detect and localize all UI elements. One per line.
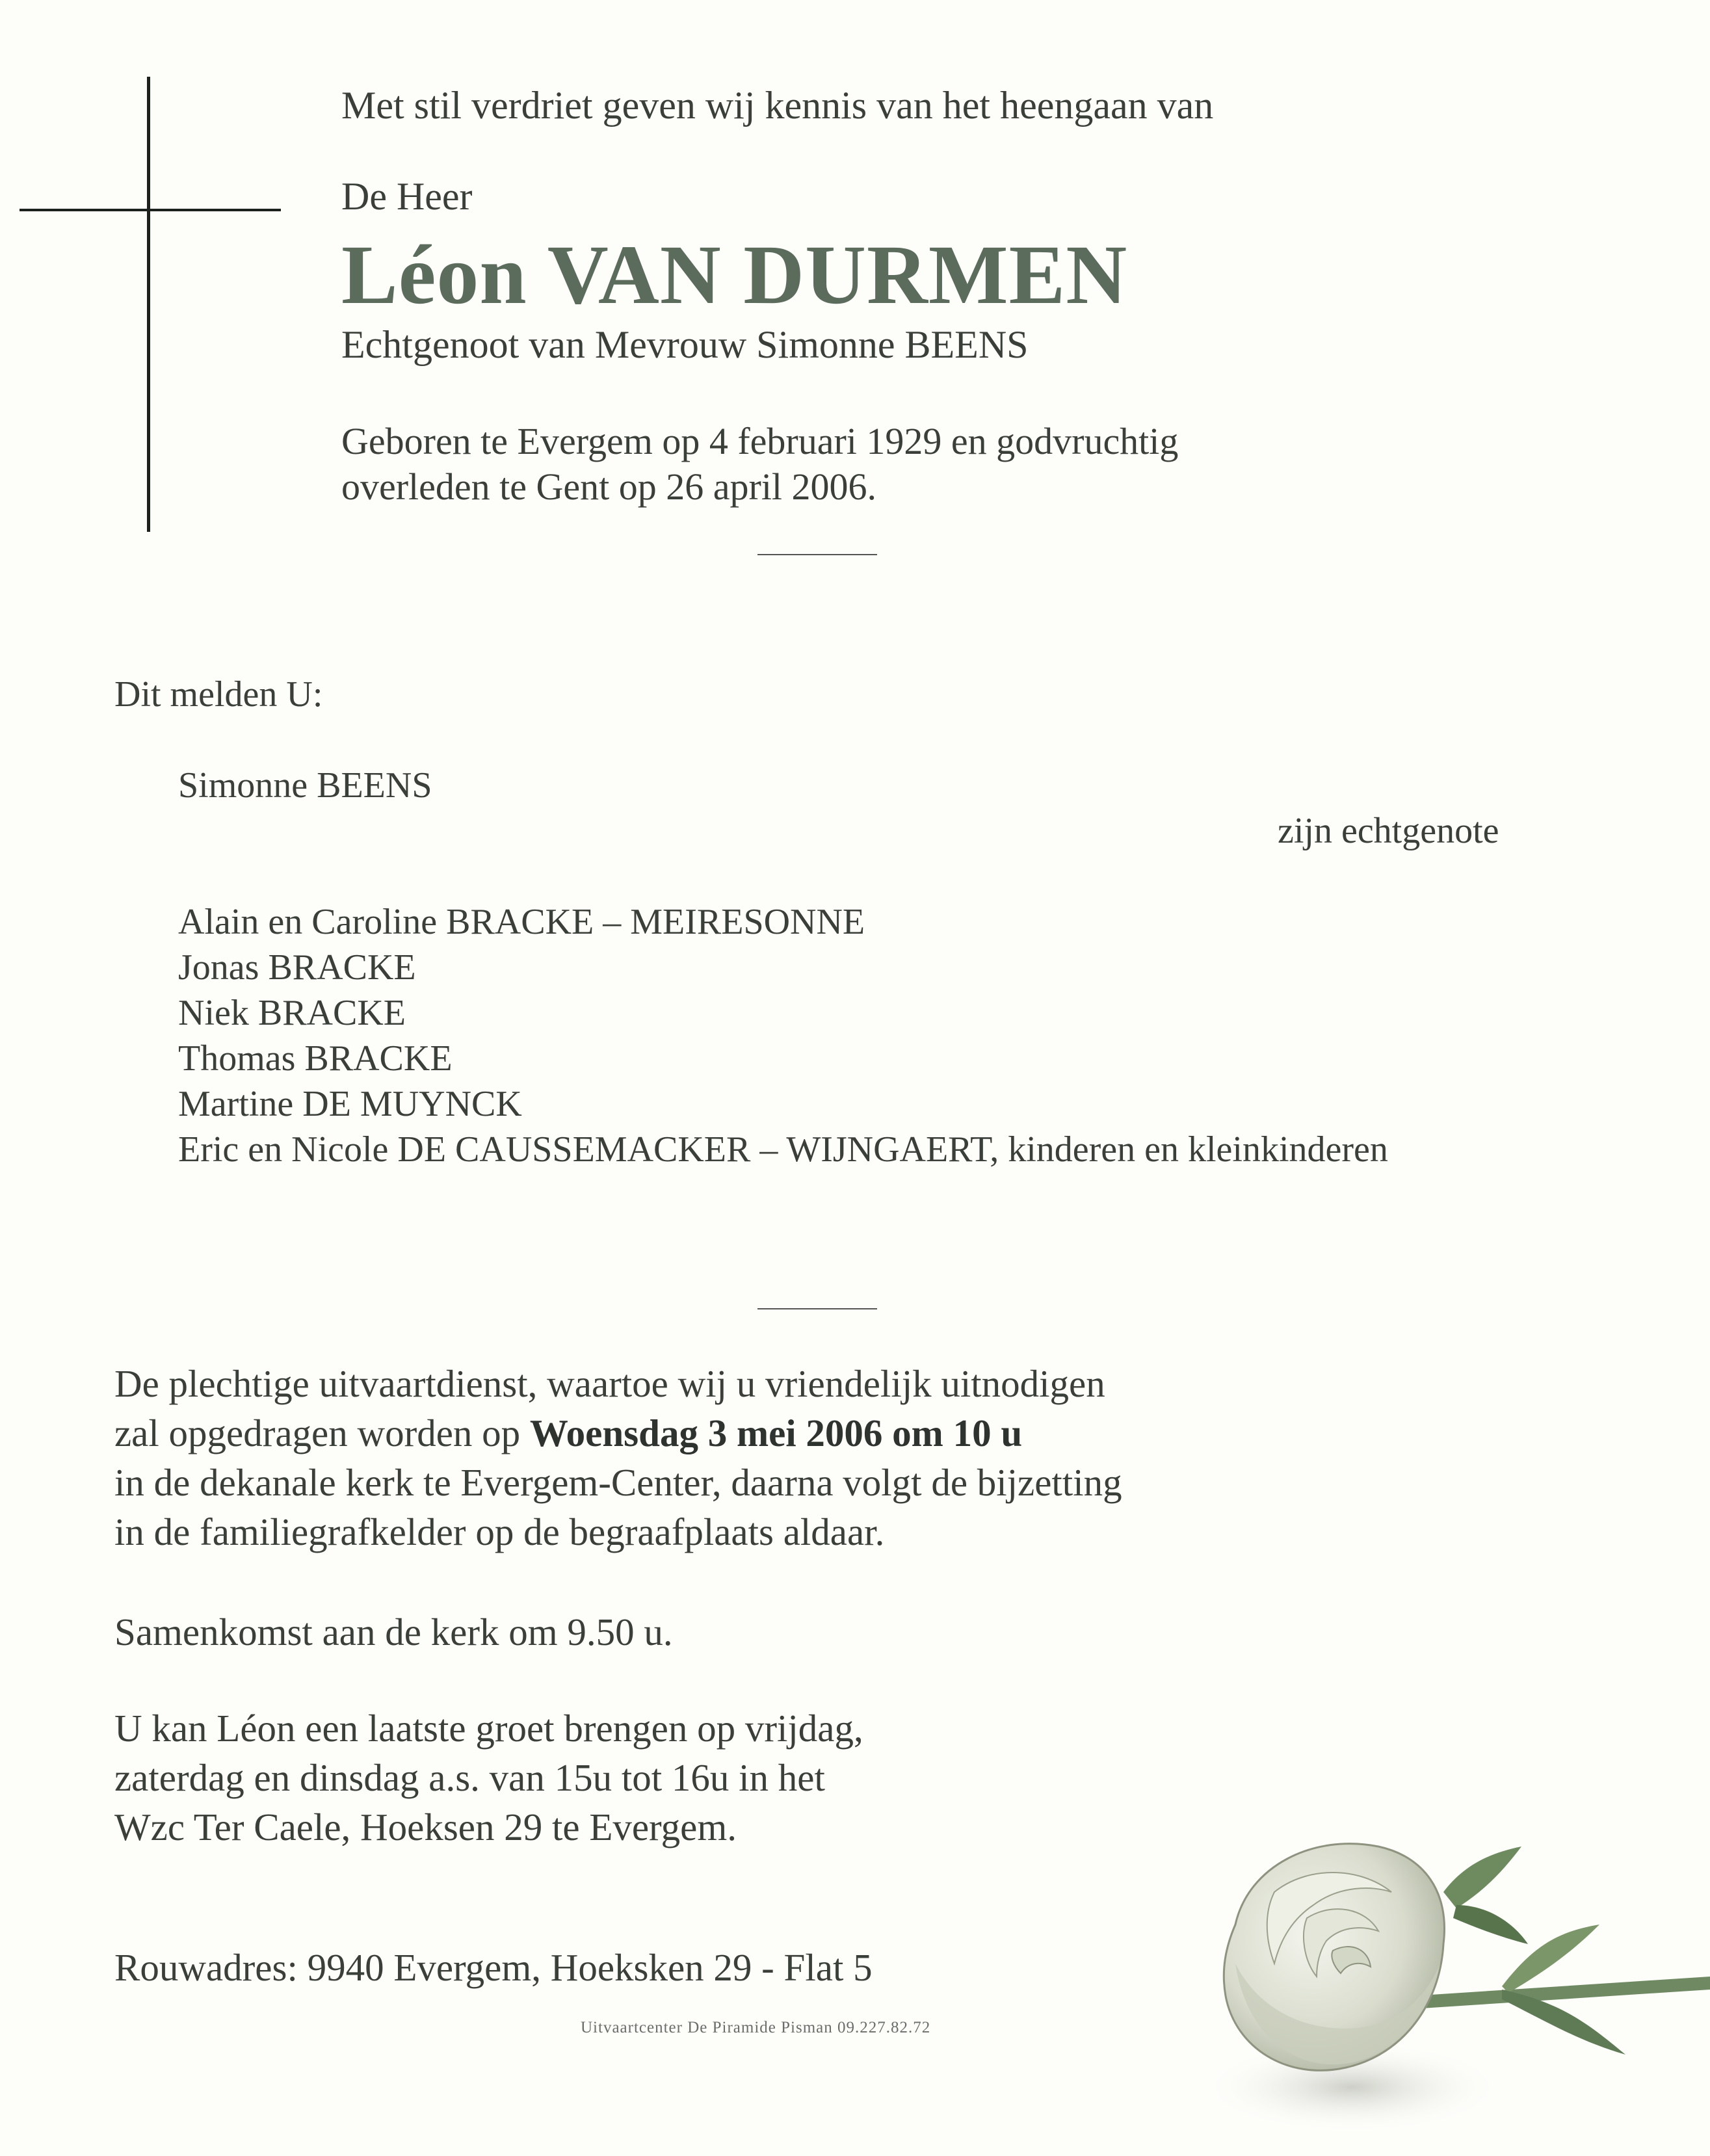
service-line-prefix: zal opgedragen worden op bbox=[114, 1412, 530, 1454]
cross-vertical-bar bbox=[147, 77, 150, 532]
visit-paragraph bbox=[114, 1703, 863, 1852]
separator-line bbox=[757, 1308, 877, 1309]
service-date: Woensdag 3 mei 2006 om 10 u bbox=[529, 1412, 1023, 1454]
service-line: in de dekanale kerk te Evergem-Center, daarna volgt de bijzetting bbox=[114, 1461, 1122, 1504]
service-paragraph bbox=[114, 1359, 1122, 1557]
spouse-line: Echtgenoot van Mevrouw Simonne BEENS bbox=[341, 323, 1029, 366]
deceased-name: Léon VAN DURMEN bbox=[341, 228, 1128, 322]
family-member: Alain en Caroline BRACKE – MEIRESONNE bbox=[178, 902, 865, 942]
service-line: in de familiegrafkelder op de begraafplaats aldaar. bbox=[114, 1510, 885, 1553]
intro-text: Met stil verdriet geven wij kennis van het heengaan van bbox=[341, 84, 1214, 127]
family-list bbox=[178, 899, 1388, 1172]
family-member: Martine DE MUYNCK bbox=[178, 1084, 522, 1124]
visit-line: Wzc Ter Caele, Hoeksen 29 te Evergem. bbox=[114, 1806, 737, 1848]
separator-line bbox=[757, 554, 877, 555]
family-member: Thomas BRACKE bbox=[178, 1038, 453, 1079]
mourning-address: Rouwadres: 9940 Evergem, Hoeksken 29 - Flat 5 bbox=[114, 1946, 873, 1989]
service-line bbox=[114, 1408, 1122, 1458]
birth-line-1: Geboren te Evergem op 4 februari 1929 en godvruchtig bbox=[341, 420, 1179, 462]
announce-label: Dit melden U: bbox=[114, 674, 323, 715]
rose-illustration bbox=[1196, 1794, 1710, 2156]
undertaker-credit: Uitvaartcenter De Piramide Pisman 09.227.82.72 bbox=[581, 2019, 931, 2036]
cross-horizontal-bar bbox=[20, 209, 281, 211]
visit-line: U kan Léon een laatste groet brengen op vrijdag, bbox=[114, 1707, 863, 1750]
visit-line: zaterdag en dinsdag a.s. van 15u tot 16u in het bbox=[114, 1756, 825, 1799]
honorific: De Heer bbox=[341, 175, 473, 218]
service-line: De plechtige uitvaartdienst, waartoe wij u vriendelijk uitnodigen bbox=[114, 1362, 1105, 1405]
spouse-name: Simonne BEENS bbox=[178, 765, 432, 806]
spouse-relation: zijn echtgenote bbox=[1278, 811, 1499, 851]
family-member: Jonas BRACKE bbox=[178, 947, 416, 988]
gathering-text: Samenkomst aan de kerk om 9.50 u. bbox=[114, 1610, 673, 1653]
family-member: Niek BRACKE bbox=[178, 993, 406, 1033]
family-member: Eric en Nicole DE CAUSSEMACKER – WIJNGAERT, kinderen en kleinkinderen bbox=[178, 1129, 1388, 1170]
birth-line-2: overleden te Gent op 26 april 2006. bbox=[341, 466, 877, 508]
